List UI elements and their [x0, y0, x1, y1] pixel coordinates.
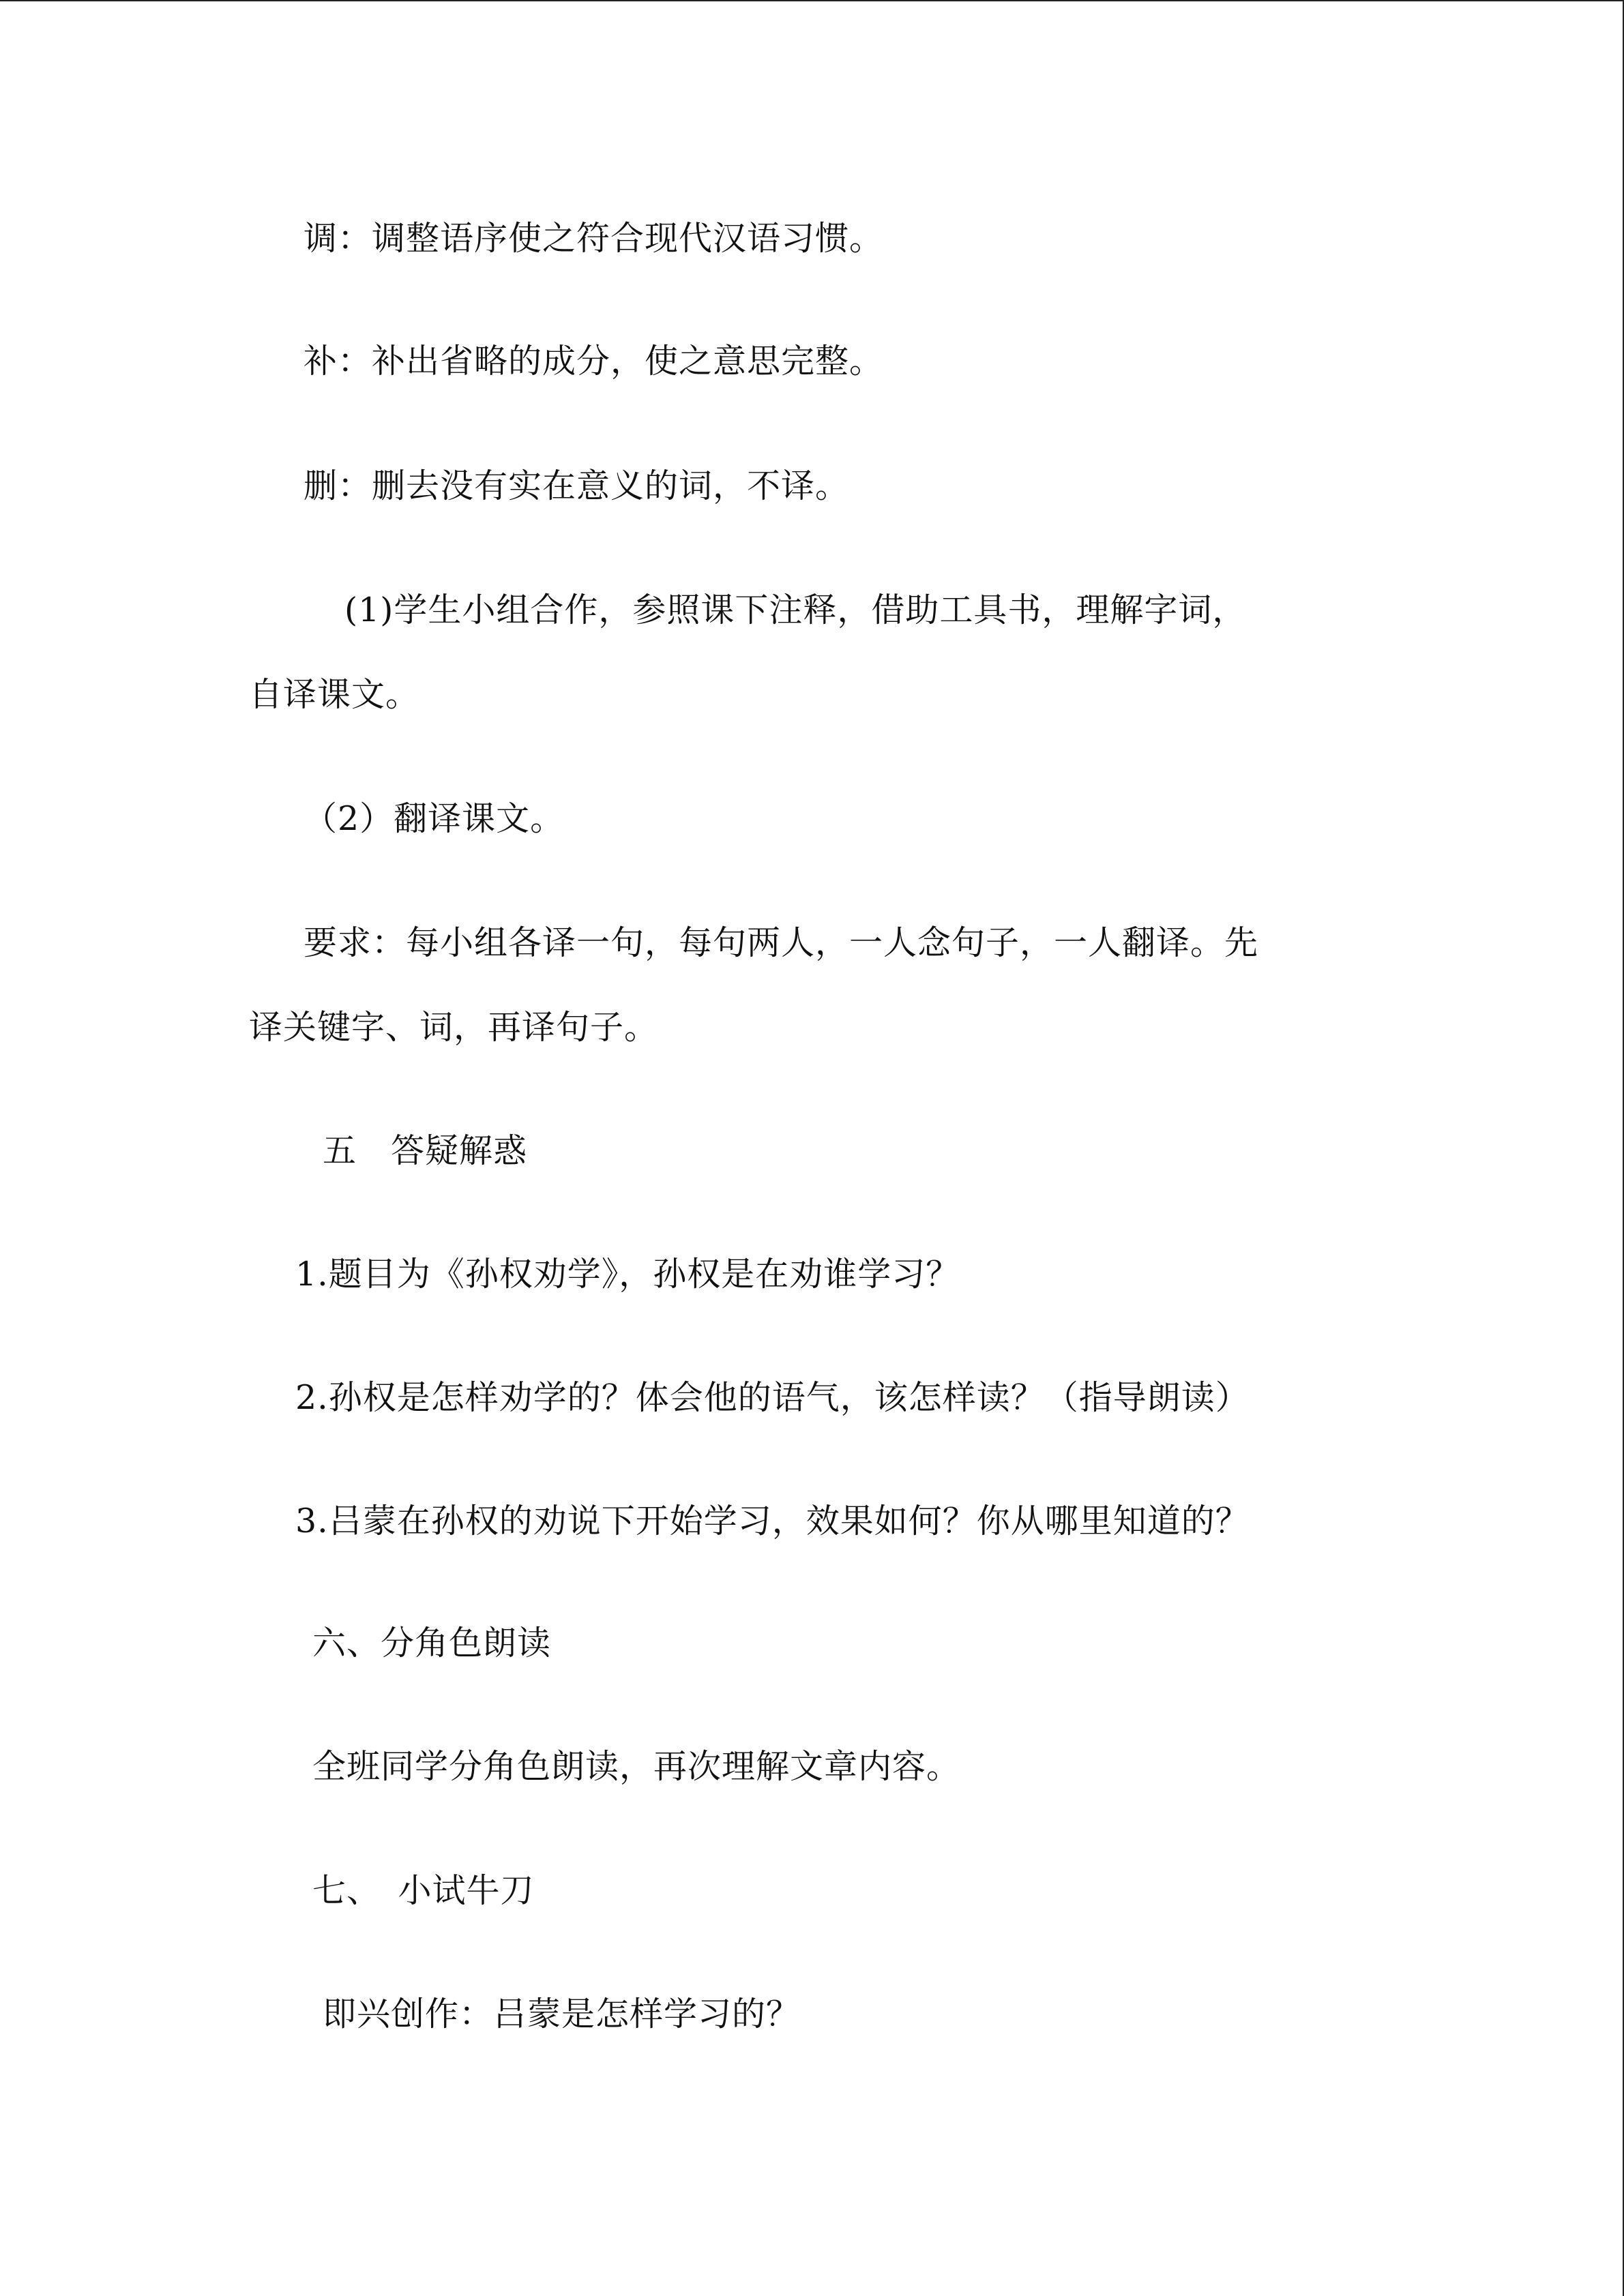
paragraph-step-1-line-2: 自译课文。: [249, 675, 420, 714]
question-2: 2.孙权是怎样劝学的？体会他的语气，该怎样读？（指导朗读）: [295, 1378, 1250, 1417]
paragraph-creation: 即兴创作：吕蒙是怎样学习的？: [323, 1995, 801, 2033]
paragraph-shan: 删：删去没有实在意义的词，不译。: [304, 466, 850, 505]
question-3: 3.吕蒙在孙权的劝说下开始学习，效果如何？你从哪里知道的？: [295, 1502, 1250, 1540]
section-heading-five: 五 答疑解惑: [323, 1131, 528, 1170]
paragraph-role-reading: 全班同学分角色朗读，再次理解文章内容。: [312, 1747, 961, 1786]
paragraph-requirement-line-1: 要求：每小组各译一句，每句两人，一人念句子，一人翻译。先: [304, 923, 1259, 962]
section-heading-seven: 七、 小试牛刀: [312, 1871, 535, 1910]
paragraph-step-2: （2）翻译课文。: [304, 799, 565, 838]
paragraph-requirement-line-2: 译关键字、词，再译句子。: [249, 1008, 659, 1047]
paragraph-tiao: 调：调整语序使之符合现代汉语习惯。: [304, 219, 884, 258]
section-heading-six: 六、分角色朗读: [312, 1624, 552, 1663]
question-1: 1.题目为《孙权劝学》，孙权是在劝谁学习？: [295, 1255, 960, 1294]
paragraph-step-1-line-1: (1)学生小组合作，参照课下注释，借助工具书，理解字词，: [344, 591, 1247, 629]
paragraph-bu: 补：补出省略的成分，使之意思完整。: [304, 342, 884, 381]
